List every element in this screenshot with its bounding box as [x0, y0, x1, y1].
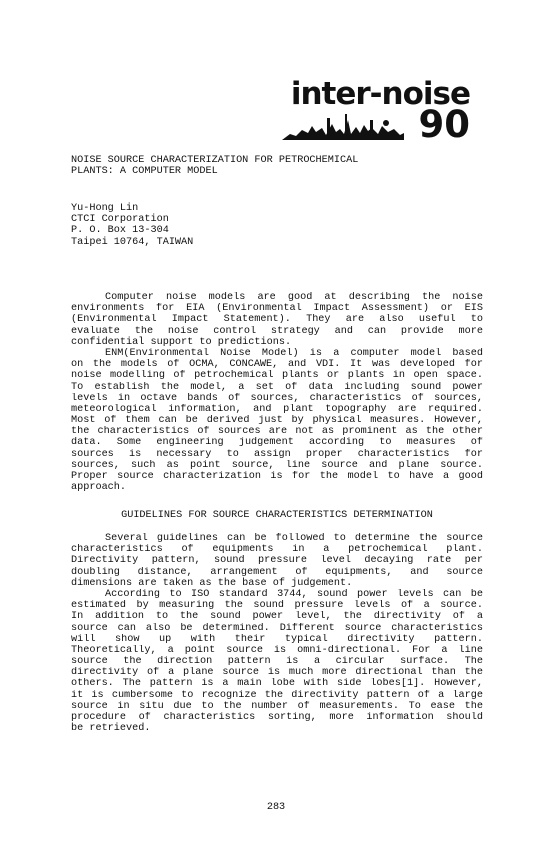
text-line: dimensions are taken as the base of judgement.	[71, 577, 353, 589]
text-line: In addition to the sound power level, the directivity of a	[71, 611, 483, 623]
text-line: evaluate the noise control strategy and can provide more	[71, 325, 483, 337]
text-line: source in situ due to the number of measurements. To ease the	[71, 700, 483, 712]
city-skyline-icon	[282, 114, 404, 140]
text-line: noise modelling of petrochemical plants or plants in open space.	[71, 370, 483, 382]
text-line: estimated by measuring the sound pressure levels of a source.	[71, 600, 483, 612]
text-line: Proper source characterization is for the model to have a good	[71, 471, 483, 482]
text-line: source the direction pattern is a circular surface. The	[71, 656, 483, 668]
text-line: confidential support to predictions.	[71, 336, 292, 348]
text-line: directivity of a plane source is much more directional than the	[71, 667, 483, 679]
text-line: data. Some engineering judgement according to measures of	[71, 437, 483, 449]
text-line: To establish the model, a set of data including sound power	[71, 381, 483, 393]
title-line: NOISE SOURCE CHARACTERIZATION FOR PETROCHEMICAL	[71, 155, 359, 166]
text-line: Computer noise models are good at describing the noise	[105, 292, 483, 303]
text-line: Several guidelines can be followed to determine the source	[105, 533, 483, 544]
title-line: PLANTS: A COMPUTER MODEL	[71, 166, 218, 178]
text-line: sources, such as point source, line source and plane source.	[71, 459, 483, 471]
section-heading: GUIDELINES FOR SOURCE CHARACTERISTICS DETERMINATION	[121, 510, 433, 521]
logo-year: 90	[418, 103, 470, 146]
text-line: sources is necessary to assign proper characteristics for	[71, 448, 483, 460]
text-line: approach.	[71, 482, 127, 494]
text-line: on the models of OCMA, CONCAWE, and VDI. It was developed for	[71, 359, 483, 371]
page-number: 283	[266, 802, 286, 813]
text-line: procedure of characteristics sorting, more information should	[71, 712, 483, 723]
text-line: meteorological information, and plant topography are required.	[71, 403, 483, 415]
conference-logo	[282, 78, 472, 144]
author-block	[71, 203, 491, 248]
text-line: levels in octave bands of sources, characteristics of sources,	[71, 392, 483, 404]
author-affiliation: CTCI Corporation	[71, 214, 169, 226]
text-line: ENM(Environmental Noise Model) is a computer model based	[105, 347, 483, 359]
text-line: environments for EIA (Environmental Impact Assessment) or EIS	[71, 303, 483, 315]
text-line: will show up with their typical directivity pattern.	[71, 633, 483, 645]
abstract-text	[71, 292, 483, 493]
author-address: P. O. Box 13-304	[71, 225, 169, 237]
text-line: characteristics of equipments in a petrochemical plant.	[71, 544, 483, 556]
text-line: (Environmental Impact Statement). They are also useful to	[71, 314, 483, 326]
text-line: be retrieved.	[71, 723, 151, 735]
text-line: doubling distance, arrangement of equipments, and source	[71, 566, 483, 578]
text-line: source can also be determined. Different source characteristics	[71, 622, 483, 634]
paper-title	[71, 155, 491, 177]
text-line: it is cumbersome to recognize the directivity pattern of a large	[71, 689, 483, 701]
text-line: Theoretically, a point source is omni-directional. For a line	[71, 644, 483, 656]
text-line: others. The pattern is a main lobe with side lobes[1]. However,	[71, 678, 483, 690]
text-line: Directivity pattern, sound pressure level decaying rate per	[71, 555, 483, 567]
author-name: Yu-Hong Lin	[71, 203, 139, 214]
text-line: the characteristics of sources are not as prominent as the other	[71, 426, 483, 438]
section-text	[71, 533, 483, 734]
author-city: Taipei 10764, TAIWAN	[71, 236, 194, 248]
text-line: According to ISO standard 3744, sound power levels can be	[105, 588, 483, 600]
logo-wordmark: inter-noise	[290, 76, 470, 112]
text-line: Most of them can be derived just by physical measures. However,	[71, 415, 483, 427]
